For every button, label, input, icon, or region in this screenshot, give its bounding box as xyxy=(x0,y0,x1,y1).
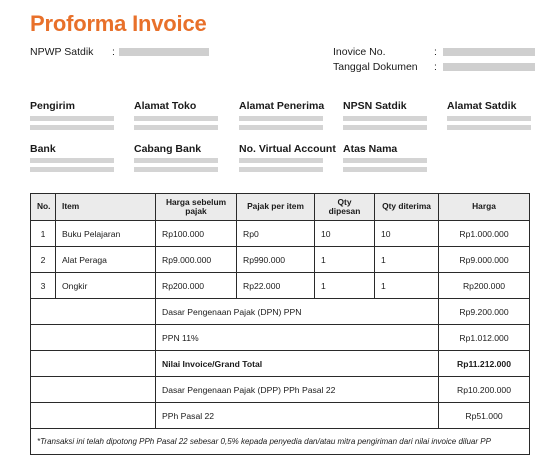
atas-nama-line-1 xyxy=(343,158,427,163)
summary-value: Rp51.000 xyxy=(439,403,530,429)
summary-label: Nilai Invoice/Grand Total xyxy=(156,351,439,377)
cabang-bank-line-1 xyxy=(134,158,218,163)
pengirim-line-2 xyxy=(30,125,114,130)
npsn-heading: NPSN Satdik xyxy=(343,100,407,112)
row-harga-sebelum-pajak: Rp100.000 xyxy=(156,221,237,247)
cabang-bank-line-2 xyxy=(134,167,218,172)
virtual-account-heading: No. Virtual Account xyxy=(239,143,336,155)
row-no: 2 xyxy=(31,247,56,273)
note-row xyxy=(31,429,530,455)
row-harga: Rp200.000 xyxy=(439,273,530,299)
bank-heading: Bank xyxy=(30,143,56,155)
summary-label: Dasar Pengenaan Pajak (DPN) PPN xyxy=(156,299,439,325)
row-qty-dipesan: 1 xyxy=(315,273,375,299)
row-harga: Rp9.000.000 xyxy=(439,247,530,273)
row-qty-diterima: 1 xyxy=(375,273,439,299)
row-harga: Rp1.000.000 xyxy=(439,221,530,247)
bank-line-2 xyxy=(30,167,114,172)
summary-spacer xyxy=(31,403,156,429)
summary-spacer xyxy=(31,351,156,377)
invoice-no-colon: : xyxy=(434,46,437,58)
row-harga-sebelum-pajak: Rp9.000.000 xyxy=(156,247,237,273)
summary-value: Rp11.212.000 xyxy=(439,351,530,377)
pengirim-line-1 xyxy=(30,116,114,121)
tanggal-label: Tanggal Dokumen xyxy=(333,61,418,73)
row-qty-diterima: 10 xyxy=(375,221,439,247)
row-qty-dipesan: 10 xyxy=(315,221,375,247)
cabang-bank-heading: Cabang Bank xyxy=(134,143,202,155)
bank-line-1 xyxy=(30,158,114,163)
npsn-line-1 xyxy=(343,116,427,121)
header-qty-diterima: Qty diterima xyxy=(375,194,439,221)
summary-row-dpp-pph xyxy=(31,377,530,403)
tanggal-value-redacted xyxy=(443,63,535,71)
tax-note: *Transaksi ini telah dipotong PPh Pasal 22 sebesar 0,5% kepada penyedia dan/atau mitra pengiriman dari nilai invoice diluar PP xyxy=(31,429,530,455)
header-item: Item xyxy=(56,194,156,221)
alamat-penerima-line-1 xyxy=(239,116,323,121)
row-pajak: Rp990.000 xyxy=(237,247,315,273)
row-qty-dipesan: 1 xyxy=(315,247,375,273)
summary-row-ppn xyxy=(31,325,530,351)
row-no: 1 xyxy=(31,221,56,247)
alamat-penerima-line-2 xyxy=(239,125,323,130)
summary-row-grand-total xyxy=(31,351,530,377)
alamat-toko-line-2 xyxy=(134,125,218,130)
npwp-colon: : xyxy=(112,46,115,58)
virtual-account-line-1 xyxy=(239,158,323,163)
alamat-toko-line-1 xyxy=(134,116,218,121)
alamat-satdik-line-1 xyxy=(447,116,531,121)
summary-label: Dasar Pengenaan Pajak (DPP) PPh Pasal 22 xyxy=(156,377,439,403)
row-item: Buku Pelajaran xyxy=(56,221,156,247)
row-pajak: Rp22.000 xyxy=(237,273,315,299)
summary-label: PPN 11% xyxy=(156,325,439,351)
summary-spacer xyxy=(31,377,156,403)
header-pajak-per-item: Pajak per item xyxy=(237,194,315,221)
page-title: Proforma Invoice xyxy=(30,11,207,36)
alamat-penerima-heading: Alamat Penerima xyxy=(239,100,325,112)
row-pajak: Rp0 xyxy=(237,221,315,247)
tanggal-colon: : xyxy=(434,61,437,73)
row-item: Alat Peraga xyxy=(56,247,156,273)
summary-label: PPh Pasal 22 xyxy=(156,403,439,429)
atas-nama-heading: Atas Nama xyxy=(343,143,398,155)
table-header-row xyxy=(31,194,530,221)
npwp-label: NPWP Satdik xyxy=(30,46,94,58)
invoice-no-value-redacted xyxy=(443,48,535,56)
npwp-value-redacted xyxy=(119,48,209,56)
row-harga-sebelum-pajak: Rp200.000 xyxy=(156,273,237,299)
header-qty-dipesan: Qty dipesan xyxy=(315,194,375,221)
alamat-toko-heading: Alamat Toko xyxy=(134,100,197,112)
summary-spacer xyxy=(31,299,156,325)
alamat-satdik-heading: Alamat Satdik xyxy=(447,100,517,112)
table-row xyxy=(31,247,530,273)
npsn-line-2 xyxy=(343,125,427,130)
pengirim-heading: Pengirim xyxy=(30,100,75,112)
row-no: 3 xyxy=(31,273,56,299)
table-row xyxy=(31,273,530,299)
summary-value: Rp10.200.000 xyxy=(439,377,530,403)
summary-row-dpn-ppn xyxy=(31,299,530,325)
invoice-no-label: Inovice No. xyxy=(333,46,386,58)
virtual-account-line-2 xyxy=(239,167,323,172)
header-harga-sebelum-pajak: Harga sebelum pajak xyxy=(156,194,237,221)
summary-row-pph xyxy=(31,403,530,429)
summary-spacer xyxy=(31,325,156,351)
atas-nama-line-2 xyxy=(343,167,427,172)
header-harga: Harga xyxy=(439,194,530,221)
invoice-items-table xyxy=(30,193,530,455)
row-qty-diterima: 1 xyxy=(375,247,439,273)
alamat-satdik-line-2 xyxy=(447,125,531,130)
summary-value: Rp9.200.000 xyxy=(439,299,530,325)
header-no: No. xyxy=(31,194,56,221)
table-row xyxy=(31,221,530,247)
row-item: Ongkir xyxy=(56,273,156,299)
summary-value: Rp1.012.000 xyxy=(439,325,530,351)
